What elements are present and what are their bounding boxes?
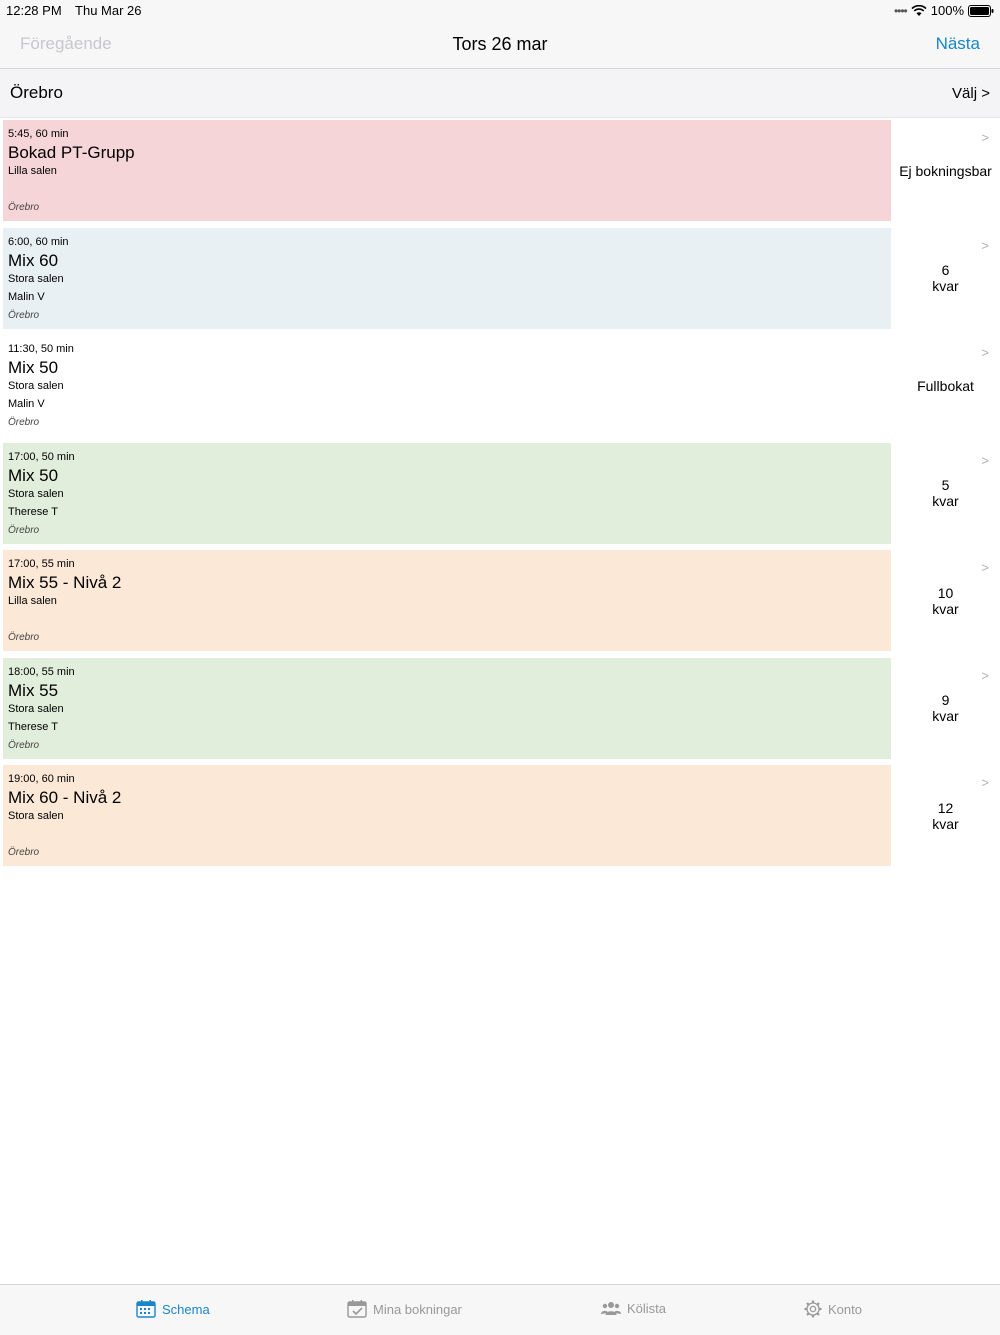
battery-icon (968, 5, 994, 17)
chevron-right-icon: > (981, 345, 989, 360)
chevron-right-icon: > (981, 130, 989, 145)
previous-day-button[interactable]: Föregående (20, 34, 112, 53)
class-room: Lilla salen (8, 165, 57, 177)
class-instructor: Therese T (8, 720, 58, 733)
availability-secondary: kvar (932, 708, 959, 724)
navigation-bar (0, 20, 1000, 69)
class-name: Mix 60 - Nivå 2 (8, 788, 122, 807)
class-room: Stora salen (8, 810, 64, 822)
class-card[interactable] (3, 658, 891, 759)
date-title: Tors 26 mar (452, 34, 548, 54)
tab-label: Kölista (627, 1300, 667, 1316)
availability-primary: 10 (937, 584, 954, 601)
tab-bar (0, 1284, 1000, 1335)
availability-secondary: kvar (932, 493, 959, 509)
availability-primary: 9 (941, 692, 950, 708)
status-date: Thu Mar 26 (75, 3, 142, 18)
class-time: 6:00, 60 min (8, 235, 69, 248)
availability-status (891, 335, 1000, 436)
class-card[interactable] (3, 120, 891, 221)
class-instructor: Therese T (8, 505, 58, 518)
class-card[interactable] (3, 335, 891, 436)
cellular-signal-icon: •••• (893, 3, 907, 18)
class-time: 17:00, 50 min (8, 450, 75, 463)
location-name: Örebro (10, 83, 63, 102)
class-room: Stora salen (8, 487, 64, 500)
class-time: 5:45, 60 min (8, 128, 69, 140)
class-instructor: Malin V (8, 290, 45, 303)
chevron-right-icon: > (981, 667, 989, 683)
availability-secondary: kvar (932, 815, 959, 832)
availability-status (891, 120, 1000, 221)
status-bar (0, 0, 1000, 20)
tab-mina-bokningar[interactable] (347, 1300, 462, 1318)
class-location: Örebro (8, 847, 40, 858)
wifi-icon (911, 5, 927, 17)
class-room: Stora salen (8, 380, 64, 392)
tab-label: Konto (828, 1301, 862, 1317)
class-name: Mix 50 (8, 358, 59, 377)
gear-icon (804, 1300, 822, 1318)
availability-status (891, 658, 1000, 759)
class-name: Mix 55 - Nivå 2 (8, 573, 122, 592)
class-card[interactable] (3, 550, 891, 651)
class-row[interactable] (0, 765, 1000, 866)
tab-label: Schema (162, 1301, 210, 1317)
tab-kolista[interactable] (601, 1300, 666, 1316)
class-name: Bokad PT-Grupp (8, 143, 135, 162)
tab-schema[interactable] (136, 1300, 210, 1318)
status-time: 12:28 PM (6, 3, 62, 18)
availability-secondary: kvar (932, 278, 959, 294)
battery-percent: 100% (930, 3, 964, 18)
class-schedule-list (0, 120, 1000, 873)
choose-location-button[interactable]: Välj > (952, 85, 990, 102)
chevron-right-icon: > (981, 560, 989, 575)
class-row[interactable] (0, 120, 1000, 221)
class-card[interactable] (3, 765, 891, 866)
chevron-right-icon: > (981, 452, 989, 468)
calendar-icon (136, 1300, 156, 1318)
class-time: 19:00, 60 min (8, 773, 75, 785)
class-time: 17:00, 55 min (8, 558, 75, 570)
class-name: Mix 55 (8, 680, 59, 700)
tab-konto[interactable] (804, 1300, 862, 1318)
class-location: Örebro (8, 524, 40, 536)
class-location: Örebro (8, 739, 40, 751)
queue-people-icon (601, 1300, 621, 1316)
class-card[interactable] (3, 228, 891, 329)
availability-primary: Ej bokningsbar (899, 162, 992, 179)
class-location: Örebro (8, 202, 40, 213)
availability-primary: Fullbokat (917, 377, 974, 394)
chevron-right-icon: > (981, 775, 989, 790)
availability-primary: 6 (941, 262, 950, 278)
tab-label: Mina bokningar (373, 1301, 462, 1317)
class-instructor: Malin V (8, 398, 45, 410)
class-room: Stora salen (8, 702, 64, 715)
availability-status (891, 228, 1000, 329)
class-name: Mix 50 (8, 465, 59, 485)
availability-secondary: kvar (932, 600, 959, 617)
availability-status (891, 443, 1000, 544)
class-row[interactable] (0, 443, 1000, 544)
class-row[interactable] (0, 658, 1000, 759)
class-room: Lilla salen (8, 595, 57, 607)
location-selector-bar[interactable] (0, 69, 1000, 118)
bookings-calendar-icon (347, 1300, 367, 1318)
class-room: Stora salen (8, 272, 64, 285)
class-time: 18:00, 55 min (8, 665, 75, 678)
class-name: Mix 60 (8, 250, 59, 270)
class-card[interactable] (3, 443, 891, 544)
class-row[interactable] (0, 550, 1000, 651)
class-time: 11:30, 50 min (8, 343, 74, 355)
class-row[interactable] (0, 228, 1000, 329)
class-location: Örebro (8, 309, 40, 321)
next-day-button[interactable]: Nästa (935, 34, 980, 53)
class-row[interactable] (0, 335, 1000, 436)
class-location: Örebro (8, 417, 40, 428)
availability-status (891, 765, 1000, 866)
availability-primary: 12 (937, 799, 954, 816)
class-location: Örebro (8, 632, 40, 643)
availability-status (891, 550, 1000, 651)
chevron-right-icon: > (981, 237, 989, 253)
availability-primary: 5 (941, 477, 950, 493)
